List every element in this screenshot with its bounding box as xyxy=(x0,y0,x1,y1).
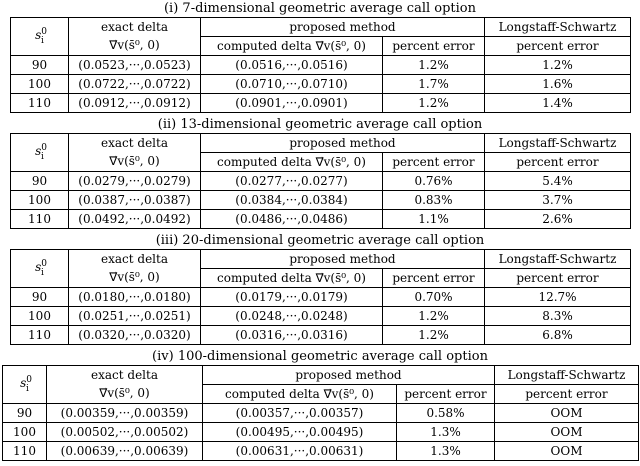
cell-s-value: 100 xyxy=(11,307,69,326)
header-longstaff-schwartz: Longstaff-Schwartz xyxy=(495,366,639,385)
cell-exact-delta: (0.0279,···,0.0279) xyxy=(69,172,201,191)
cell-percent-error: 1.2% xyxy=(383,307,485,326)
cell-s-value: 110 xyxy=(11,210,69,229)
header-s-label xyxy=(11,134,69,172)
cell-s-value: 100 xyxy=(3,423,47,442)
table-block xyxy=(10,1,630,113)
header-computed-delta: computed delta ∇⃗v(s̄⁰, 0) xyxy=(201,37,383,56)
table-row xyxy=(11,326,631,345)
results-table xyxy=(10,133,631,229)
cell-s-value: 110 xyxy=(11,94,69,113)
cell-ls-percent-error: OOM xyxy=(495,404,639,423)
table-caption: (i) 7-dimensional geometric average call option xyxy=(163,1,477,16)
table-block xyxy=(2,349,638,461)
header-percent-error: percent error xyxy=(383,37,485,56)
results-table xyxy=(10,17,631,113)
header-row-top xyxy=(3,366,639,385)
table-row xyxy=(11,191,631,210)
header-row-bottom xyxy=(3,385,639,404)
cell-computed-delta: (0.0248,···,0.0248) xyxy=(201,307,383,326)
header-row-top xyxy=(11,134,631,153)
header-percent-error: percent error xyxy=(383,269,485,288)
cell-ls-percent-error: 2.6% xyxy=(485,210,631,229)
header-exact-delta: exact delta xyxy=(69,134,201,153)
cell-exact-delta: (0.0492,···,0.0492) xyxy=(69,210,201,229)
header-exact-delta-formula: ∇⃗v(s̄⁰, 0) xyxy=(69,269,201,288)
cell-exact-delta: (0.00502,···,0.00502) xyxy=(47,423,203,442)
s-sup: 0 xyxy=(41,259,47,270)
cell-computed-delta: (0.00631,···,0.00631) xyxy=(203,442,397,461)
header-proposed-method: proposed method xyxy=(201,250,485,269)
header-s-label xyxy=(3,366,47,404)
s-sup: 0 xyxy=(41,27,47,38)
cell-percent-error: 1.7% xyxy=(383,75,485,94)
cell-computed-delta: (0.0486,···,0.0486) xyxy=(201,210,383,229)
cell-computed-delta: (0.0277,···,0.0277) xyxy=(201,172,383,191)
cell-s-value: 90 xyxy=(3,404,47,423)
header-exact-delta: exact delta xyxy=(69,18,201,37)
header-exact-delta: exact delta xyxy=(47,366,203,385)
results-table xyxy=(10,249,631,345)
cell-s-value: 100 xyxy=(11,191,69,210)
s-sub: i xyxy=(41,267,44,278)
cell-ls-percent-error: 5.4% xyxy=(485,172,631,191)
cell-exact-delta: (0.00359,···,0.00359) xyxy=(47,404,203,423)
cell-computed-delta: (0.0710,···,0.0710) xyxy=(201,75,383,94)
table-caption: (iv) 100-dimensional geometric average call option xyxy=(152,349,488,364)
cell-computed-delta: (0.0384,···,0.0384) xyxy=(201,191,383,210)
s-symbol xyxy=(20,373,32,395)
table-caption: (iii) 20-dimensional geometric average call option xyxy=(155,233,485,248)
header-ls-percent-error: percent error xyxy=(485,269,631,288)
header-exact-delta-formula: ∇⃗v(s̄⁰, 0) xyxy=(47,385,203,404)
cell-computed-delta: (0.0516,···,0.0516) xyxy=(201,56,383,75)
cell-ls-percent-error: 3.7% xyxy=(485,191,631,210)
cell-exact-delta: (0.0320,···,0.0320) xyxy=(69,326,201,345)
s-symbol xyxy=(35,25,47,47)
table-row xyxy=(3,404,639,423)
cell-exact-delta: (0.0912,···,0.0912) xyxy=(69,94,201,113)
table-block xyxy=(10,117,630,229)
cell-s-value: 110 xyxy=(11,326,69,345)
header-longstaff-schwartz: Longstaff-Schwartz xyxy=(485,134,631,153)
cell-computed-delta: (0.00357,···,0.00357) xyxy=(203,404,397,423)
header-computed-delta: computed delta ∇⃗v(s̄⁰, 0) xyxy=(201,153,383,172)
s-symbol xyxy=(35,257,47,279)
header-proposed-method: proposed method xyxy=(201,18,485,37)
table-row xyxy=(11,172,631,191)
s-sub: i xyxy=(41,35,44,46)
cell-computed-delta: (0.0316,···,0.0316) xyxy=(201,326,383,345)
cell-percent-error: 0.58% xyxy=(397,404,495,423)
cell-s-value: 100 xyxy=(11,75,69,94)
s-base: s xyxy=(20,376,27,391)
header-proposed-method: proposed method xyxy=(203,366,495,385)
cell-ls-percent-error: 6.8% xyxy=(485,326,631,345)
cell-computed-delta: (0.0901,···,0.0901) xyxy=(201,94,383,113)
header-ls-percent-error: percent error xyxy=(485,37,631,56)
cell-percent-error: 0.83% xyxy=(383,191,485,210)
cell-ls-percent-error: OOM xyxy=(495,442,639,461)
table-row xyxy=(11,210,631,229)
table-row xyxy=(3,442,639,461)
header-ls-percent-error: percent error xyxy=(485,153,631,172)
cell-computed-delta: (0.00495,···,0.00495) xyxy=(203,423,397,442)
header-row-bottom xyxy=(11,269,631,288)
cell-exact-delta: (0.0251,···,0.0251) xyxy=(69,307,201,326)
cell-ls-percent-error: 1.2% xyxy=(485,56,631,75)
table-block xyxy=(10,233,630,345)
cell-exact-delta: (0.0722,···,0.0722) xyxy=(69,75,201,94)
cell-percent-error: 1.3% xyxy=(397,442,495,461)
header-computed-delta: computed delta ∇⃗v(s̄⁰, 0) xyxy=(201,269,383,288)
header-row-top xyxy=(11,250,631,269)
s-base: s xyxy=(35,28,42,43)
s-sub: i xyxy=(41,151,44,162)
header-s-label xyxy=(11,250,69,288)
header-longstaff-schwartz: Longstaff-Schwartz xyxy=(485,18,631,37)
s-sup: 0 xyxy=(41,143,47,154)
cell-percent-error: 1.2% xyxy=(383,326,485,345)
cell-percent-error: 1.2% xyxy=(383,94,485,113)
header-row-top xyxy=(11,18,631,37)
header-row-bottom xyxy=(11,37,631,56)
header-exact-delta-formula: ∇⃗v(s̄⁰, 0) xyxy=(69,37,201,56)
cell-exact-delta: (0.00639,···,0.00639) xyxy=(47,442,203,461)
cell-exact-delta: (0.0180,···,0.0180) xyxy=(69,288,201,307)
cell-percent-error: 0.70% xyxy=(383,288,485,307)
cell-s-value: 110 xyxy=(3,442,47,461)
cell-computed-delta: (0.0179,···,0.0179) xyxy=(201,288,383,307)
cell-exact-delta: (0.0523,···,0.0523) xyxy=(69,56,201,75)
table-row xyxy=(11,56,631,75)
cell-ls-percent-error: 8.3% xyxy=(485,307,631,326)
header-percent-error: percent error xyxy=(397,385,495,404)
cell-percent-error: 0.76% xyxy=(383,172,485,191)
cell-percent-error: 1.3% xyxy=(397,423,495,442)
cell-percent-error: 1.2% xyxy=(383,56,485,75)
header-longstaff-schwartz: Longstaff-Schwartz xyxy=(485,250,631,269)
header-ls-percent-error: percent error xyxy=(495,385,639,404)
s-base: s xyxy=(35,144,42,159)
table-row xyxy=(11,75,631,94)
cell-percent-error: 1.1% xyxy=(383,210,485,229)
cell-ls-percent-error: 12.7% xyxy=(485,288,631,307)
s-sub: i xyxy=(26,383,29,394)
cell-ls-percent-error: 1.4% xyxy=(485,94,631,113)
table-caption: (ii) 13-dimensional geometric average call option xyxy=(157,117,483,132)
table-row xyxy=(11,307,631,326)
cell-ls-percent-error: OOM xyxy=(495,423,639,442)
table-row xyxy=(11,288,631,307)
header-percent-error: percent error xyxy=(383,153,485,172)
header-exact-delta-formula: ∇⃗v(s̄⁰, 0) xyxy=(69,153,201,172)
cell-ls-percent-error: 1.6% xyxy=(485,75,631,94)
s-symbol xyxy=(35,141,47,163)
cell-exact-delta: (0.0387,···,0.0387) xyxy=(69,191,201,210)
results-table xyxy=(2,365,639,461)
cell-s-value: 90 xyxy=(11,288,69,307)
table-row xyxy=(3,423,639,442)
header-row-bottom xyxy=(11,153,631,172)
s-base: s xyxy=(35,260,42,275)
table-row xyxy=(11,94,631,113)
header-s-label xyxy=(11,18,69,56)
header-proposed-method: proposed method xyxy=(201,134,485,153)
header-exact-delta: exact delta xyxy=(69,250,201,269)
header-computed-delta: computed delta ∇⃗v(s̄⁰, 0) xyxy=(203,385,397,404)
cell-s-value: 90 xyxy=(11,56,69,75)
s-sup: 0 xyxy=(26,375,32,386)
cell-s-value: 90 xyxy=(11,172,69,191)
